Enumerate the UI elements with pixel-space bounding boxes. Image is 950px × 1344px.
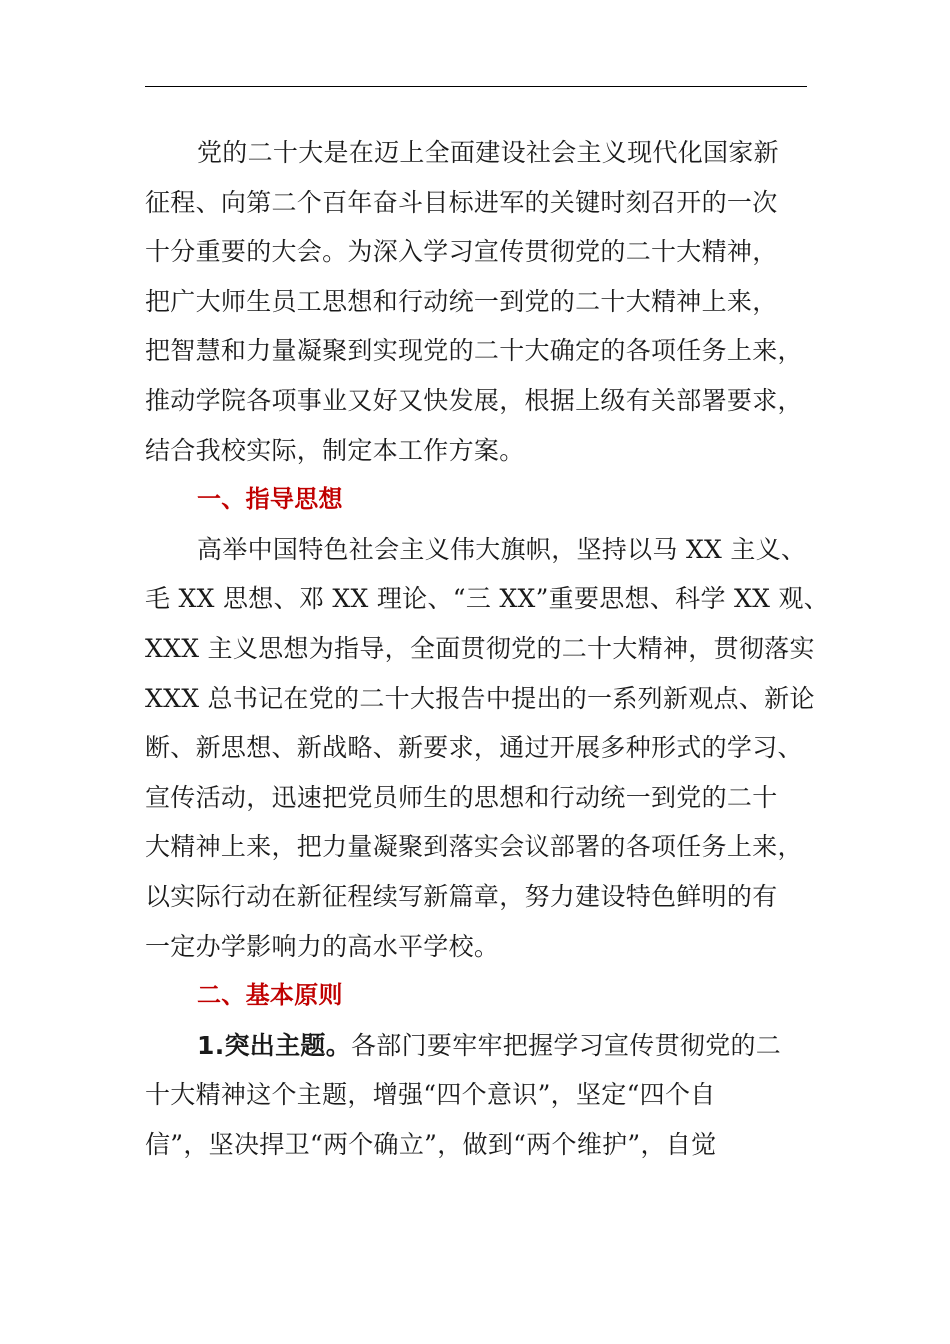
principle1-text: 各部门要牢牢把握学习宣传贯彻党的二 [351,1030,782,1060]
section1-line: 一定办学影响力的高水平学校。 [145,931,500,961]
intro-line: 推动学院各项事业又好又快发展，根据上级有关部署要求， [145,385,803,415]
header-rule [145,86,807,87]
section-heading-basic-principles: 二、基本原则 [197,981,343,1010]
principle1-line: 十大精神这个主题，增强“四个意识”，坚定“四个自 [145,1080,716,1110]
section1-line: 毛 XX 思想、邓 XX 理论、“三 XX”重要思想、科学 XX 观、 [145,584,830,614]
principle1-lead: 1.突出主题。 [197,1030,351,1060]
intro-line: 党的二十大是在迈上全面建设社会主义现代化国家新 [197,138,779,167]
intro-line: 十分重要的大会。为深入学习宣传贯彻党的二十大精神， [145,237,778,267]
document-body [145,128,830,1169]
section1-line: 大精神上来，把力量凝聚到落实会议部署的各项任务上来， [145,832,803,862]
principle1-line: 信”，坚决捍卫“两个确立”，做到“两个维护”，自觉 [145,1129,717,1159]
intro-line: 结合我校实际，制定本工作方案。 [145,435,525,465]
section-heading-guiding-ideology: 一、指导思想 [197,485,343,514]
section1-line: 宣传活动，迅速把党员师生的思想和行动统一到党的二十 [145,782,778,812]
section1-line: 以实际行动在新征程续写新篇章，努力建设特色鲜明的有 [145,881,778,911]
section1-line: XXX 总书记在党的二十大报告中提出的一系列新观点、新论 [145,683,815,713]
intro-line: 征程、向第二个百年奋斗目标进军的关键时刻召开的一次 [145,187,778,217]
intro-line: 把智慧和力量凝聚到实现党的二十大确定的各项任务上来， [145,336,803,366]
section1-line: 断、新思想、新战略、新要求，通过开展多种形式的学习、 [145,733,803,763]
section1-line: XXX 主义思想为指导，全面贯彻党的二十大精神，贯彻落实 [145,633,815,663]
principle1-line [145,1021,807,1071]
section1-line: 高举中国特色社会主义伟大旗帜，坚持以马 XX 主义、 [197,534,807,564]
intro-line: 把广大师生员工思想和行动统一到党的二十大精神上来， [145,286,778,316]
